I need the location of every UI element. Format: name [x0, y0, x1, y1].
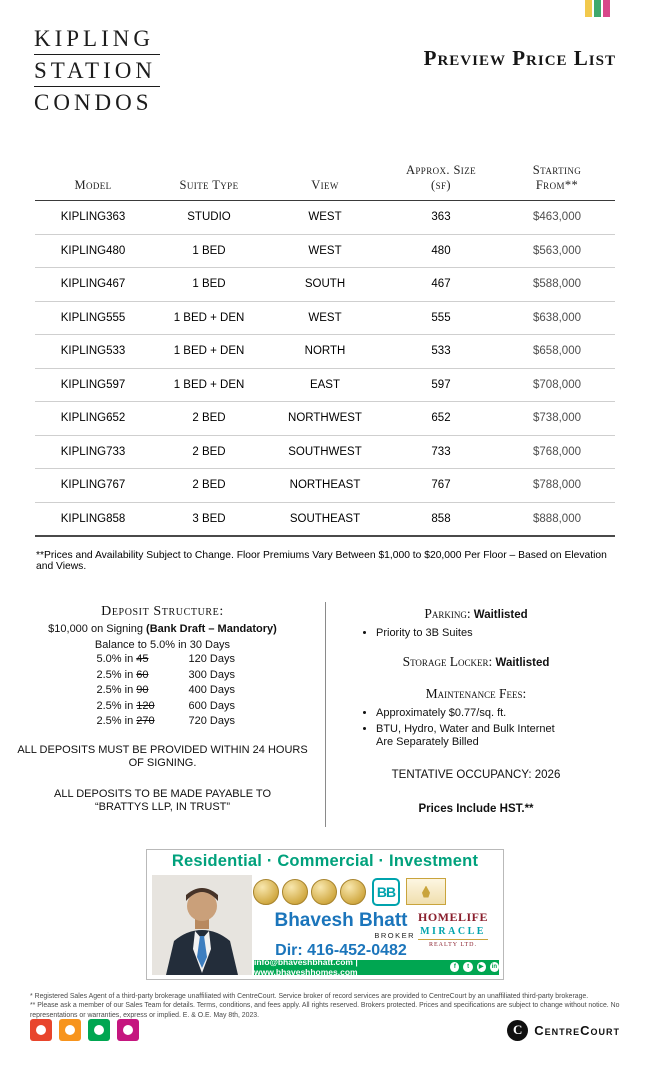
column-header-view	[267, 163, 383, 201]
cell-suite-type: 3 BED	[151, 502, 267, 536]
homelife-logo-line-2: MIRACLE	[420, 925, 486, 937]
schedule-percentage: 2.5% in	[96, 684, 134, 696]
broker-role: BROKER	[374, 930, 415, 940]
deposit-balance-line: Balance to 5.0% in 30 Days	[94, 639, 231, 651]
column-header-suite-type-label: Suite Type	[179, 178, 239, 192]
cell-model: KIPLING467	[35, 268, 151, 302]
stripe-green	[594, 0, 601, 17]
cell-view: WEST	[267, 301, 383, 335]
maintenance-bullet-item: • Approximately $0.77/sq. ft.	[376, 707, 610, 720]
column-header-size-label: Approx. Size (sf)	[405, 163, 477, 192]
legal-line-1: * Registered Sales Agent of a third-party brokerage unaffiliated with CentreCourt. Service broker of record services are provided to CentreCourt by an unaffiliated third-party brokerage.	[30, 992, 589, 1000]
footer-social-badges	[30, 1019, 139, 1041]
cell-price: $563,000	[499, 234, 615, 268]
centrecourt-c-icon: C	[507, 1020, 528, 1041]
deposit-schedule-row	[97, 652, 259, 668]
twitter-icon: t	[463, 962, 472, 972]
cell-size: 555	[383, 301, 499, 335]
deposit-schedule-row	[97, 699, 259, 715]
deposit-schedule	[97, 652, 259, 730]
broker-card	[146, 849, 504, 980]
cell-suite-type: STUDIO	[151, 201, 267, 235]
price-table-row	[35, 435, 615, 469]
deposit-schedule-row	[97, 714, 259, 730]
cell-price: $708,000	[499, 368, 615, 402]
badge-dot	[94, 1025, 104, 1035]
cell-model: KIPLING733	[35, 435, 151, 469]
column-header-suite-type	[151, 163, 267, 201]
cell-size: 858	[383, 502, 499, 536]
maintenance-fees-heading: Maintenance Fees:	[425, 686, 527, 701]
cell-size: 467	[383, 268, 499, 302]
footer-badge-red-icon	[30, 1019, 52, 1041]
storage-locker-line	[342, 654, 610, 670]
broker-tagline: Residential · Commercial · Investment	[171, 851, 479, 870]
info-section	[0, 602, 650, 827]
occupancy-line: TENTATIVE OCCUPANCY: 2026	[391, 769, 561, 781]
broker-name: Bhavesh Bhatt	[274, 909, 408, 931]
parking-value: Waitlisted	[473, 609, 528, 621]
suite-details-section	[326, 602, 650, 827]
schedule-percentage: 2.5% in	[96, 715, 134, 727]
cell-model: KIPLING363	[35, 201, 151, 235]
homelife-seal-icon	[406, 878, 446, 905]
cell-model: KIPLING858	[35, 502, 151, 536]
broker-identity	[249, 911, 433, 960]
cell-view: WEST	[267, 201, 383, 235]
hst-note: Prices Include HST.**	[418, 803, 534, 815]
deposit-structure-section	[0, 602, 326, 827]
homelife-logo-line-1: HOMELIFE	[417, 909, 488, 924]
cell-size: 733	[383, 435, 499, 469]
stripe-yellow	[585, 0, 592, 17]
cell-suite-type: 2 BED	[151, 435, 267, 469]
broker-contact-bar	[254, 957, 499, 977]
column-header-price	[499, 163, 615, 201]
homelife-logo	[409, 910, 497, 948]
cell-view: EAST	[267, 368, 383, 402]
cell-suite-type: 2 BED	[151, 402, 267, 436]
parking-label: Parking:	[424, 606, 471, 621]
flame-icon	[422, 886, 430, 898]
deposit-24h-note: ALL DEPOSITS MUST BE PROVIDED WITHIN 24 HOURS OF SIGNING.	[17, 743, 308, 769]
schedule-struck-days: 60	[136, 668, 149, 681]
cell-view: NORTH	[267, 335, 383, 369]
cell-price: $788,000	[499, 469, 615, 503]
cell-suite-type: 1 BED + DEN	[151, 368, 267, 402]
cell-view: WEST	[267, 234, 383, 268]
schedule-label	[97, 683, 189, 699]
column-header-size	[383, 163, 499, 201]
legal-line-2: ** Please ask a member of our Sales Team for details. Terms, conditions, and fees apply. All rights reserved. Brokers protected. Prices and specifications are subject to change without notice. No representations or warranties, express or implied. E. & O.E. May 8th, 2023.	[30, 1002, 620, 1019]
schedule-revised-days: 400 Days	[188, 684, 235, 696]
column-header-model	[35, 163, 151, 201]
cell-model: KIPLING767	[35, 469, 151, 503]
award-badge-icon	[340, 879, 366, 905]
cell-size: 597	[383, 368, 499, 402]
centrecourt-label: CentreCourt	[534, 1022, 620, 1038]
price-table-row	[35, 268, 615, 302]
cell-view: SOUTHWEST	[267, 435, 383, 469]
cell-size: 533	[383, 335, 499, 369]
schedule-revised-days: 120 Days	[188, 653, 235, 665]
broker-contact-text: info@bhaveshbhatt.com | www.bhaveshhomes.com	[254, 957, 358, 977]
storage-locker-value: Waitlisted	[495, 657, 550, 669]
broker-phone: Dir: 416-452-0482	[275, 941, 407, 959]
schedule-percentage: 2.5% in	[96, 668, 134, 681]
cell-size: 652	[383, 402, 499, 436]
parking-bullet-item: • Priority to 3B Suites	[376, 627, 610, 640]
price-footnote: **Prices and Availability Subject to Change. Floor Premiums Vary Between $1,000 to $20,000 Per Floor – Based on Elevation and Views.	[36, 550, 607, 572]
logo-line-2: STATION	[34, 58, 160, 87]
cell-price: $588,000	[499, 268, 615, 302]
page-header	[0, 0, 650, 121]
centrecourt-logo	[507, 1020, 620, 1041]
column-header-view-label: View	[311, 178, 339, 192]
kipling-station-logo	[34, 26, 160, 121]
cell-size: 767	[383, 469, 499, 503]
schedule-label	[97, 699, 189, 715]
cell-size: 363	[383, 201, 499, 235]
facebook-icon: f	[450, 962, 459, 972]
broker-photo	[152, 875, 252, 975]
maintenance-bullets	[342, 707, 610, 749]
cell-price: $768,000	[499, 435, 615, 469]
price-table-row	[35, 368, 615, 402]
cell-model: KIPLING597	[35, 368, 151, 402]
price-table-row	[35, 301, 615, 335]
award-badge-icon	[253, 879, 279, 905]
cell-view: SOUTHEAST	[267, 502, 383, 536]
award-badges-row	[253, 878, 446, 906]
legal-disclaimer	[30, 992, 620, 1021]
cell-model: KIPLING533	[35, 335, 151, 369]
column-header-model-label: Model	[74, 178, 112, 192]
price-table-head	[35, 163, 615, 201]
badge-dot	[36, 1025, 46, 1035]
cell-suite-type: 1 BED	[151, 268, 267, 302]
homelife-logo-line-3: REALTY LTD.	[418, 939, 488, 948]
badge-dot	[123, 1025, 133, 1035]
deposit-structure-heading: Deposit Structure:	[101, 604, 224, 619]
cell-view: SOUTH	[267, 268, 383, 302]
award-badge-icon	[282, 879, 308, 905]
cell-model: KIPLING480	[35, 234, 151, 268]
youtube-icon: ▶	[477, 962, 486, 972]
deposit-signing-bold-text: (Bank Draft – Mandatory)	[146, 623, 277, 635]
price-table-row	[35, 402, 615, 436]
linkedin-icon: in	[491, 964, 498, 970]
cell-price: $738,000	[499, 402, 615, 436]
schedule-struck-days: 270	[136, 715, 155, 727]
storage-locker-label: Storage Locker:	[402, 654, 493, 669]
cell-suite-type: 2 BED	[151, 469, 267, 503]
cell-suite-type: 1 BED + DEN	[151, 301, 267, 335]
price-table-row	[35, 201, 615, 235]
deposit-schedule-row	[97, 668, 259, 684]
table-header-row	[35, 163, 615, 201]
schedule-label	[97, 668, 189, 684]
schedule-revised-days: 600 Days	[188, 699, 235, 712]
deposit-payable-note: ALL DEPOSITS TO BE MADE PAYABLE TO “BRATTYS LLP, IN TRUST”	[53, 787, 272, 813]
stripe-pink	[603, 0, 610, 17]
price-table	[35, 163, 615, 537]
bb-logo: BB	[372, 878, 400, 906]
badge-dot	[65, 1025, 75, 1035]
cell-price: $638,000	[499, 301, 615, 335]
deposit-signing-text: $10,000 on Signing	[48, 623, 147, 635]
cell-model: KIPLING652	[35, 402, 151, 436]
footer-badge-green-icon	[88, 1019, 110, 1041]
schedule-label	[97, 652, 189, 668]
parking-bullets	[342, 627, 610, 640]
price-table-row	[35, 469, 615, 503]
cell-price: $658,000	[499, 335, 615, 369]
schedule-percentage: 2.5% in	[96, 699, 134, 712]
schedule-struck-days: 90	[136, 684, 149, 696]
schedule-struck-days: 120	[136, 699, 155, 712]
schedule-revised-days: 300 Days	[188, 668, 235, 681]
deposit-signing-line	[8, 622, 317, 636]
deposit-schedule-row	[97, 683, 259, 699]
bottom-bar	[30, 1019, 620, 1041]
logo-line-3: CONDOS	[34, 90, 153, 115]
cell-suite-type: 1 BED + DEN	[151, 335, 267, 369]
footer-badge-pink-icon	[117, 1019, 139, 1041]
schedule-struck-days: 45	[136, 653, 149, 665]
schedule-percentage: 5.0% in	[96, 653, 134, 665]
price-table-body	[35, 201, 615, 537]
maintenance-bullet-item: • BTU, Hydro, Water and Bulk Internet Are Separately Billed	[376, 723, 572, 749]
column-header-price-label: Starting From**	[532, 163, 582, 192]
cell-size: 480	[383, 234, 499, 268]
cell-price: $888,000	[499, 502, 615, 536]
cell-view: NORTHWEST	[267, 402, 383, 436]
schedule-revised-days: 720 Days	[188, 715, 235, 727]
price-table-row	[35, 335, 615, 369]
award-badge-icon	[311, 879, 337, 905]
logo-line-1: KIPLING	[34, 26, 160, 55]
cell-view: NORTHEAST	[267, 469, 383, 503]
schedule-label	[97, 714, 189, 730]
parking-line	[342, 606, 610, 622]
price-table-row	[35, 502, 615, 536]
footer-badge-orange-icon	[59, 1019, 81, 1041]
cell-price: $463,000	[499, 201, 615, 235]
price-table-row	[35, 234, 615, 268]
page-title: Preview Price List	[423, 46, 616, 70]
cell-model: KIPLING555	[35, 301, 151, 335]
top-accent-stripes	[585, 0, 610, 17]
cell-suite-type: 1 BED	[151, 234, 267, 268]
